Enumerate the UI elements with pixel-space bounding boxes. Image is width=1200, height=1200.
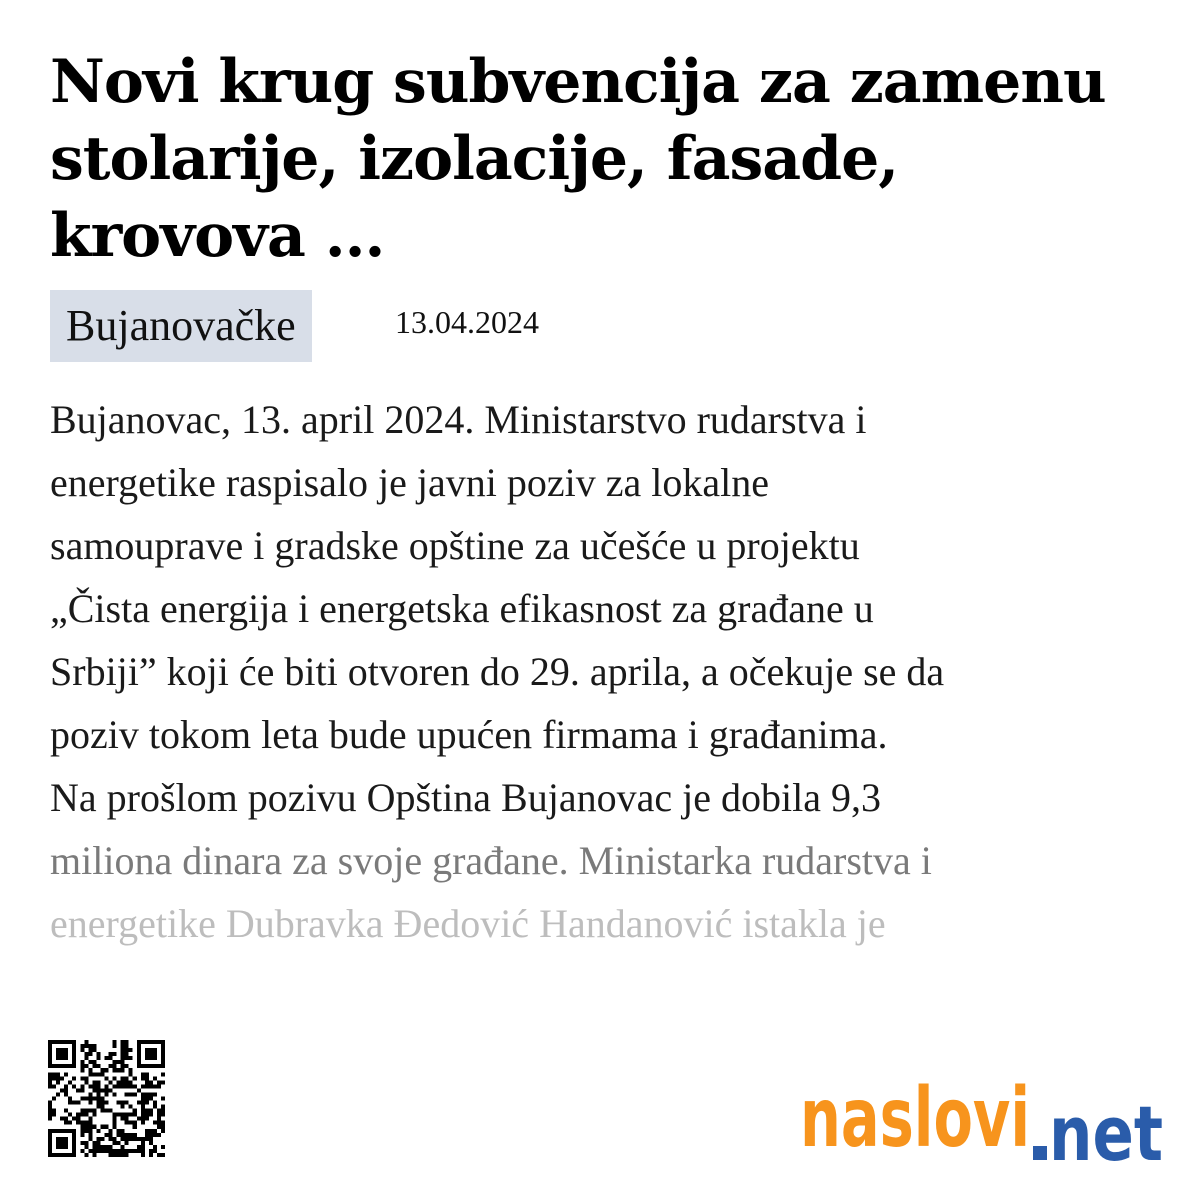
body-line: Na prošlom pozivu Opština Bujanovac je dobila 9,3 bbox=[50, 775, 881, 820]
article-body bbox=[50, 388, 1170, 955]
body-line: energetike raspisalo je javni poziv za lokalne bbox=[50, 460, 769, 505]
body-line: samouprave i gradske opštine za učešće u projektu bbox=[50, 523, 860, 568]
body-line: poziv tokom leta bude upućen firmama i građanima. bbox=[50, 712, 888, 757]
naslovi-net-logo[interactable] bbox=[800, 1062, 1165, 1172]
article-title: Novi krug subvencija za zamenu stolarije, izolacije, fasade, krovova ... bbox=[50, 47, 1106, 271]
publish-date: 13.04.2024 bbox=[395, 304, 539, 340]
body-line: Bujanovac, 13. april 2024. Ministarstvo rudarstva i bbox=[50, 397, 867, 442]
body-line: „Čista energija i energetska efikasnost za građane u bbox=[50, 586, 874, 631]
body-line: Srbiji” koji će biti otvoren do 29. aprila, a očekuje se da bbox=[50, 649, 945, 694]
source-badge[interactable]: Bujanovačke bbox=[50, 290, 312, 362]
logo-dot bbox=[1033, 1146, 1047, 1160]
body-line-faded: energetike Dubravka Đedović Handanović istakla je bbox=[50, 901, 886, 946]
logo-text-primary: naslovi bbox=[800, 1071, 1030, 1166]
logo-text-secondary: net bbox=[1049, 1089, 1163, 1172]
qr-code-icon[interactable] bbox=[48, 1040, 165, 1157]
body-line-faded: miliona dinara za svoje građane. Ministarka rudarstva i bbox=[50, 838, 932, 883]
